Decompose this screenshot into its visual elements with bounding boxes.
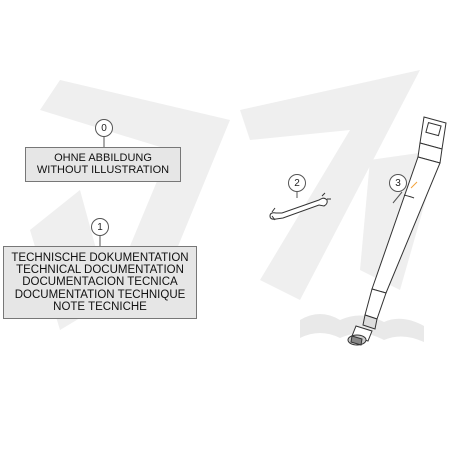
- item-0-line-de: OHNE ABBILDUNG: [54, 151, 152, 164]
- item-1-line-fr: DOCUMENTATION TECHNIQUE: [14, 288, 186, 301]
- callout-2: 2: [288, 174, 306, 192]
- item-1-label-box: [3, 246, 197, 319]
- item-1-line-de: TECHNISCHE DOKUMENTATION: [11, 252, 189, 265]
- item-0-line-en: WITHOUT ILLUSTRATION: [36, 163, 170, 176]
- callout-1: 1: [91, 218, 109, 236]
- item-1-line-it: NOTE TECNICHE: [53, 300, 147, 313]
- item-1-line-en: TECHNICAL DOCUMENTATION: [16, 264, 184, 277]
- wrench-icon: [270, 193, 331, 220]
- torque-wrench-icon: [348, 117, 446, 345]
- callout-0: 0: [95, 119, 113, 137]
- callout-3: 3: [389, 174, 407, 192]
- item-0-label-box: [25, 147, 181, 182]
- item-1-line-es: DOCUMENTACION TECNICA: [22, 276, 178, 289]
